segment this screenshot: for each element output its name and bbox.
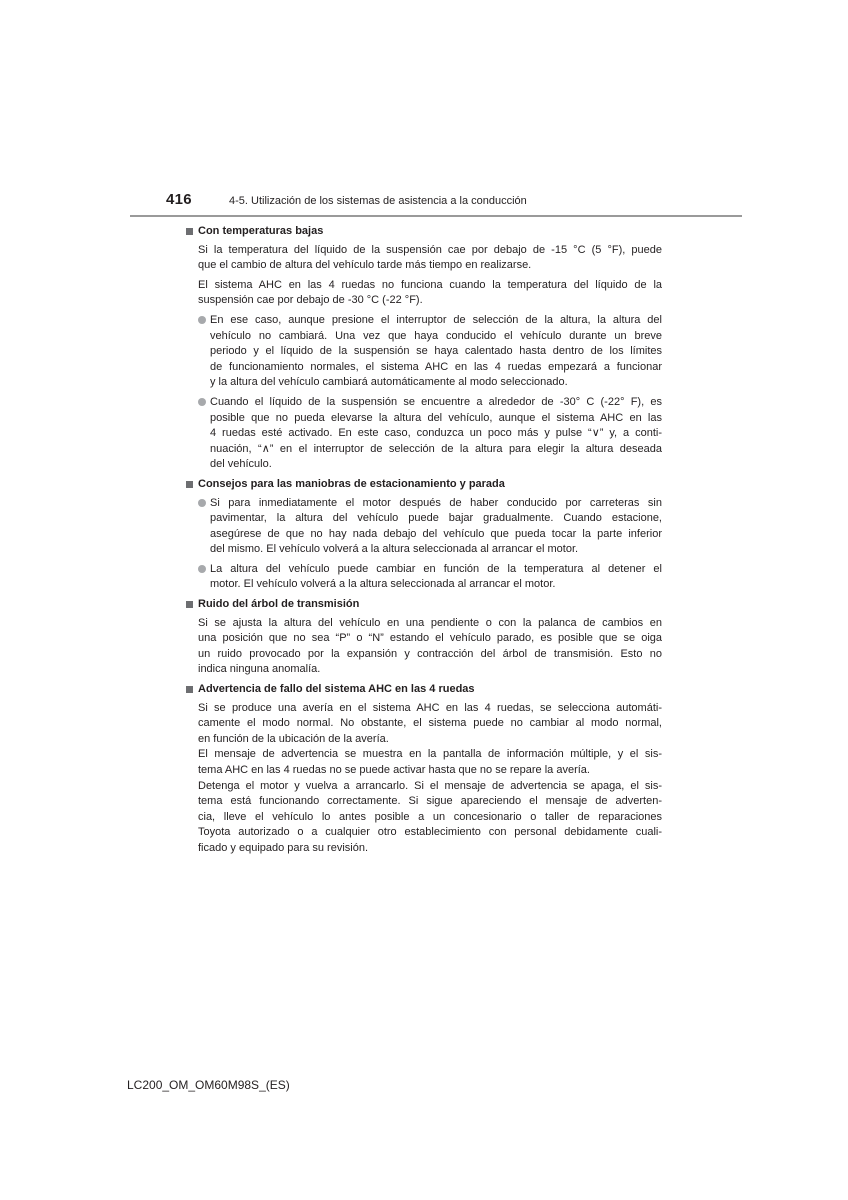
text-line: El sistema AHC en las 4 ruedas no funciona cuando la temperatura del líquido de la [198,278,662,291]
text-line: una posición que no sea “P” o “N” estando el vehículo parado, es posible que se oiga [198,632,662,645]
round-bullet-icon [198,565,206,573]
text-line: indica ninguna anomalía. [198,663,321,676]
text-line: 4 ruedas esté activado. En este caso, conduzca un poco más y pulse “∨” y, a conti- [210,427,662,440]
section [186,477,662,593]
header-rule [130,215,742,217]
section-heading-text: Ruido del árbol de transmisión [198,598,360,611]
text-line: pavimentar, la altura del vehículo puede bajar gradualmente. Cuando estacione, [210,512,662,525]
page-content [186,224,662,861]
text-line: del vehículo. [210,458,272,471]
paragraph [198,701,662,748]
paragraph [198,243,662,274]
text-line: Toyota autorizado o a cualquier otro establecimiento con personal debidamente cuali- [198,826,662,839]
round-bullet-icon [198,316,206,324]
round-bullet-icon [198,499,206,507]
section-heading [186,682,662,698]
text-line: de funcionamiento normales, el sistema AHC en las 4 ruedas empezará a funcionar [210,360,662,373]
paragraph [198,278,662,309]
section [186,597,662,678]
text-line: Cuando el líquido de la suspensión se encuentre a alrededor de -30° C (-22° F), es [210,395,662,408]
text-line: nuación, “∧” en el interruptor de selección de la altura para elegir la altura deseada [210,442,662,455]
section [186,224,662,473]
round-bullet-icon [198,398,206,406]
text-line: ficado y equipado para su revisión. [198,841,368,854]
square-bullet-icon [186,601,193,608]
text-line: asegúrese de que no hay nada debajo del vehículo que pueda tocar la parte inferior [210,527,662,540]
square-bullet-icon [186,228,193,235]
section-heading [186,477,662,493]
text-line: posible que no pueda elevarse la altura del vehículo, aunque el sistema AHC en las [210,411,662,424]
running-head: 4-5. Utilización de los sistemas de asistencia a la conducción [229,195,527,207]
section-heading-text: Consejos para las maniobras de estacionamiento y parada [198,477,505,490]
bullet-item [198,562,662,593]
text-line: motor. El vehículo volverá a la altura seleccionada al arrancar el motor. [210,578,556,591]
text-line: cia, lleve el vehículo lo antes posible a un concesionario o taller de reparaciones [198,810,662,823]
text-line: Si la temperatura del líquido de la suspensión cae por debajo de -15 °C (5 °F), puede [198,243,662,256]
text-line: que el cambio de altura del vehículo tarde más tiempo en realizarse. [198,259,532,272]
square-bullet-icon [186,686,193,693]
text-line: del mismo. El vehículo volverá a la altura seleccionada al arrancar el motor. [210,543,579,556]
footer-document-code: LC200_OM_OM60M98S_(ES) [127,1078,290,1092]
text-line: periodo y el líquido de la suspensión se haya calentado hasta dentro de los límites [210,345,662,358]
text-line: En ese caso, aunque presione el interruptor de selección de la altura, la altura del [210,313,662,326]
text-line: camente el modo normal. No obstante, el sistema puede no cambiar al modo normal, [198,717,662,730]
page-number: 416 [166,191,192,208]
text-line: El mensaje de advertencia se muestra en la pantalla de información múltiple, y el sis- [198,748,662,761]
text-line: tema AHC en las 4 ruedas no se puede activar hasta que no se repare la avería. [198,764,590,776]
section [186,682,662,857]
text-line: un ruido provocado por la expansión y contracción del árbol de transmisión. Esto no [198,647,662,660]
text-line: Detenga el motor y vuelva a arrancarlo. Si el mensaje de advertencia se apaga, el sis- [198,779,662,792]
bullet-item [198,313,662,391]
text-line: y la altura del vehículo cambiará automáticamente al modo seleccionado. [210,376,568,389]
bullet-item [198,496,662,558]
text-line: vehículo no cambiará. Una vez que haya conducido el vehículo durante un breve [210,329,662,342]
text-line: tema está funcionando correctamente. Si sigue apareciendo el mensaje de adverten- [198,795,662,808]
section-heading [186,224,662,240]
text-line: suspensión cae por debajo de -30 °C (-22 °F). [198,294,423,307]
paragraph [198,616,662,678]
text-line: Si se ajusta la altura del vehículo en una pendiente o con la palanca de cambios en [198,616,662,629]
text-line: La altura del vehículo puede cambiar en función de la temperatura al detener el [210,562,662,575]
section-heading [186,597,662,613]
square-bullet-icon [186,481,193,488]
text-line: en función de la ubicación de la avería. [198,732,389,745]
bullet-item [198,395,662,473]
paragraph [198,779,662,857]
text-line: Si se produce una avería en el sistema AHC en las 4 ruedas, se selecciona automáti- [198,701,662,714]
section-heading-text: Con temperaturas bajas [198,225,324,237]
section-heading-text: Advertencia de fallo del sistema AHC en las 4 ruedas [198,683,475,696]
text-line: Si para inmediatamente el motor después de haber conducido por carreteras sin [210,496,662,509]
paragraph [198,747,662,778]
